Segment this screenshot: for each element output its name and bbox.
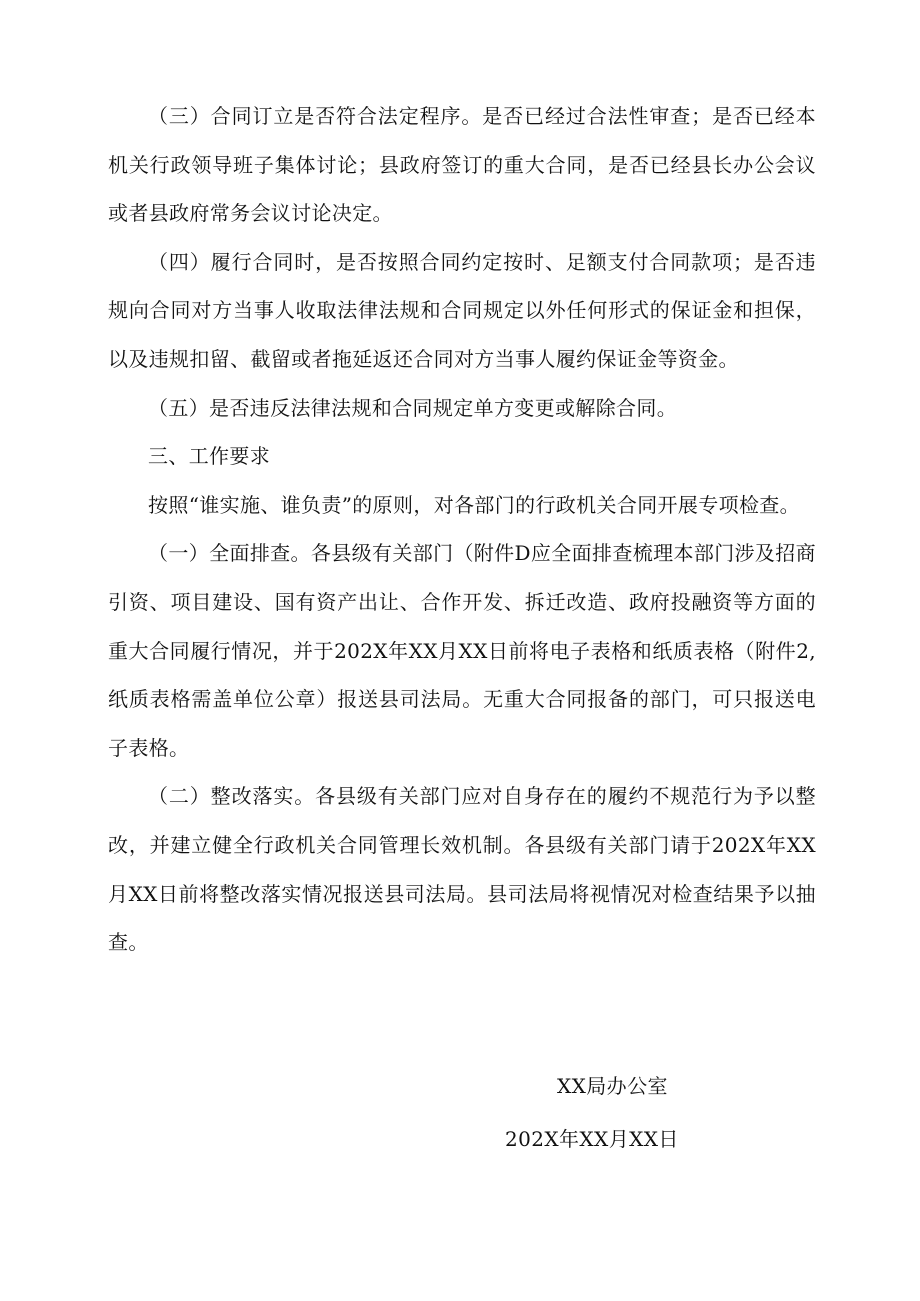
paragraph-unilateral-change-check: （五）是否违反法律法规和合同规定单方变更或解除合同。 — [148, 395, 678, 420]
paragraph-procedure-check: （三）合同订立是否符合法定程序。是否已经过合法性审查；是否已经本机关行政领导班子集体讨论；县政府签订的重大合同，是否已经县长办公会议或者县政府常务会议讨论决定。 — [108, 104, 816, 226]
paragraph-full-inspection: （一）全面排查。各县级有关部门（附件D应全面排查梳理本部门涉及招商引资、项目建设、国有资产出让、合作开发、拆迁改造、政府投融资等方面的重大合同履行情况，并于202X年XX月XX日前将电子表格和纸质表格（附件2,纸质表格需盖单位公章）报送县司法局。无重大合同报备的部门，可只报送电子表格。 — [108, 541, 816, 760]
paragraph-rectification: （二）整改落实。各县级有关部门应对自身存在的履约不规范行为予以整改，并建立健全行政机关合同管理长效机制。各县级有关部门请于202X年XX月XX日前将整改落实情况报送县司法局。县司法局将视情况对检查结果予以抽查。 — [108, 784, 816, 955]
signature-date: 202X年XX月XX日 — [505, 1127, 679, 1151]
section-heading-work-requirements: 三、工作要求 — [148, 444, 271, 469]
signature-organization: XX局办公室 — [557, 1074, 668, 1098]
document-body — [108, 92, 816, 967]
paragraph-performance-check: （四）履行合同时，是否按照合同约定按时、足额支付合同款项；是否违规向合同对方当事人收取法律法规和合同规定以外任何形式的保证金和担保，以及违规扣留、截留或者拖延返还合同对方当事人履约保证金等资金。 — [108, 249, 816, 371]
paragraph-principle: 按照“谁实施、谁负责”的原则，对各部门的行政机关合同开展专项检查。 — [148, 492, 800, 517]
